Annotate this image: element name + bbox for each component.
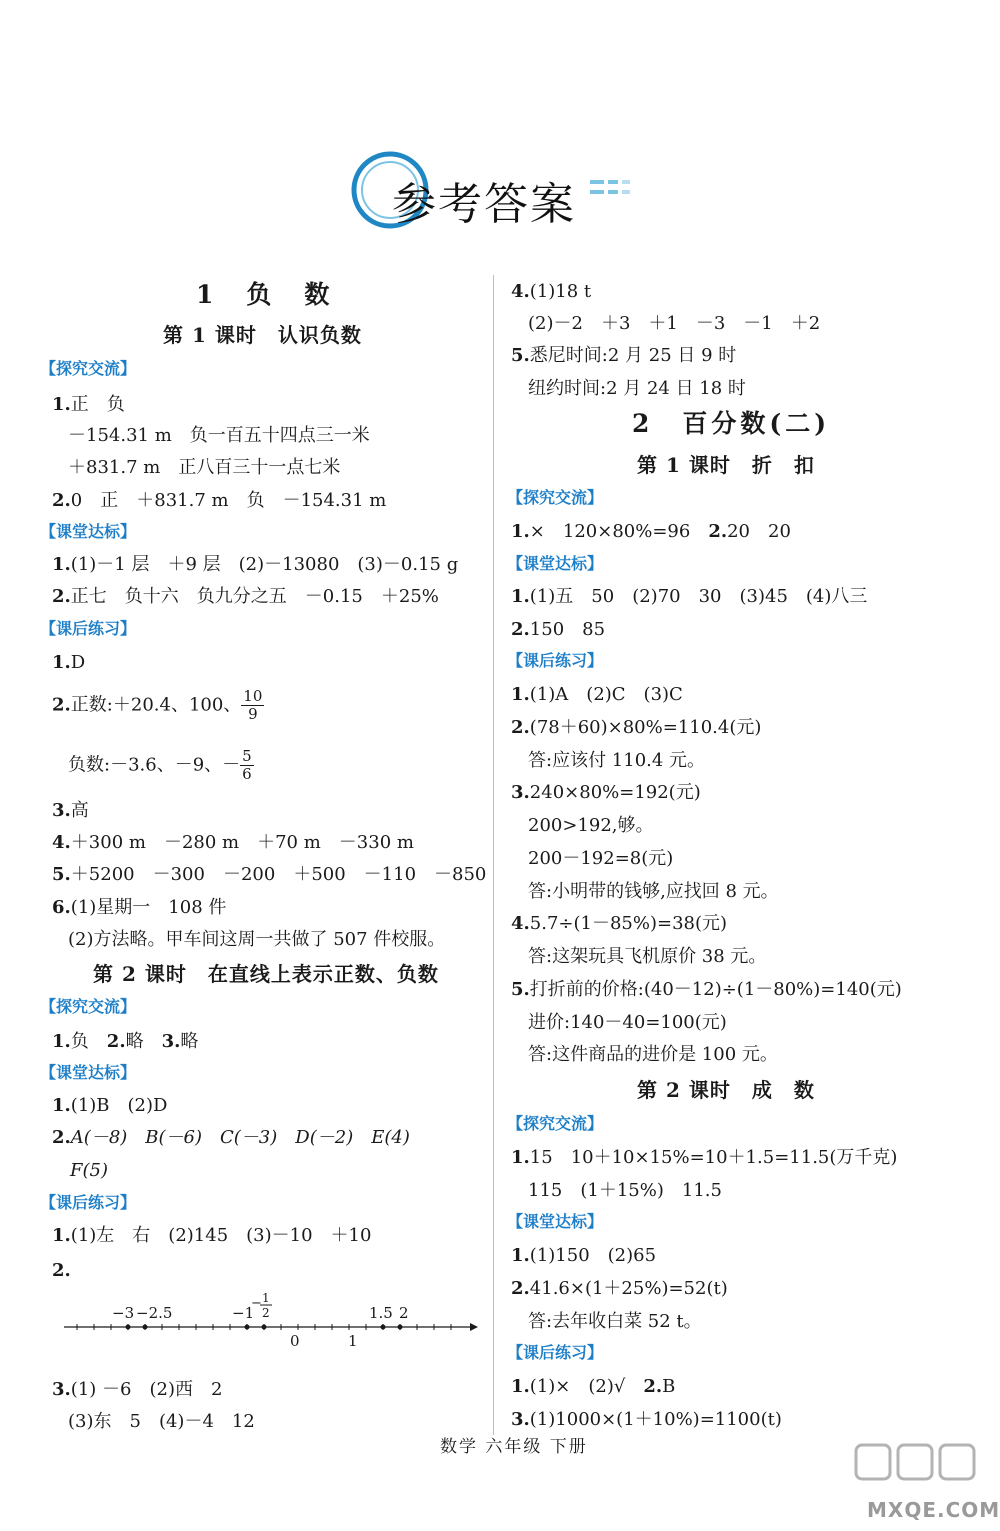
svg-text:1: 1 <box>262 1291 270 1305</box>
unit-2-name: 百分数(二) <box>682 409 831 438</box>
answer-line: 1.(1)B (2)D <box>52 1095 168 1116</box>
answer-line: 4.5.7÷(1－85%)=38(元) <box>511 913 728 934</box>
answer-line: 2.0 正 ＋831.7 m 负 －154.31 m <box>52 490 387 511</box>
svg-text:−: − <box>251 1296 262 1311</box>
section-tag-explore: 【探究交流】 <box>507 488 604 507</box>
number-line-label: −1 <box>232 1304 255 1322</box>
unit-2-number: 2 <box>632 409 654 438</box>
answer-line: －154.31 m 负一百五十四点三一米 <box>68 425 370 446</box>
number-line-label: −2.5 <box>136 1304 173 1322</box>
point-2 <box>398 1325 403 1330</box>
answer-line: 2.41.6×(1＋25%)=52(t) <box>511 1278 728 1299</box>
answer-line: 3.240×80%=192(元) <box>511 782 701 803</box>
answer-line: 5.＋5200 －300 －200 ＋500 －110 －850 <box>52 864 487 885</box>
point-neg2-5 <box>143 1325 148 1330</box>
number-line-label: 2 <box>399 1304 409 1322</box>
answer-line: (2)－2 ＋3 ＋1 －3 －1 ＋2 <box>528 313 821 334</box>
watermark-text: MXQE.COM <box>867 1498 1000 1522</box>
unit-2-title <box>632 409 831 438</box>
answer-line: 200>192,够。 <box>528 815 654 836</box>
number-line-diagram <box>60 1290 480 1354</box>
unit-1-title <box>196 280 334 309</box>
answer-line: (3)东 5 (4)－4 12 <box>68 1411 255 1432</box>
section-tag-after: 【课后练习】 <box>40 1193 137 1212</box>
answer-line: 2.正数:＋20.4、100、 $\frac{10}{9}$ <box>52 687 263 723</box>
answer-line: 答:这架玩具飞机原价 38 元。 <box>528 946 767 967</box>
answer-line: 115 (1＋15%) 11.5 <box>528 1180 722 1201</box>
page-footer: 数学 六年级 下册 <box>440 1437 588 1457</box>
answer-line: 1.15 10＋10×15%=10＋1.5=11.5(万千克) <box>511 1147 898 1168</box>
answer-line: 5.悉尼时间:2 月 25 日 9 时 <box>511 345 737 366</box>
point-1-5 <box>381 1325 386 1330</box>
fraction: $\frac{10}{9}$ <box>243 687 263 723</box>
number-line-label: 0 <box>290 1332 300 1350</box>
fraction: $\frac{5}{6}$ <box>242 747 252 783</box>
section-tag-class: 【课堂达标】 <box>507 1212 604 1231</box>
point-neg-half <box>262 1325 267 1330</box>
svg-text:2: 2 <box>262 1306 270 1320</box>
section-tag-explore: 【探究交流】 <box>40 997 137 1016</box>
answer-line: 1.(1)A (2)C (3)C <box>511 684 683 705</box>
number-line-label: −3 <box>112 1304 135 1322</box>
section-tag-after: 【课后练习】 <box>507 1343 604 1362</box>
answer-line: 1.负 2.略 3.略 <box>52 1031 199 1052</box>
point-neg3 <box>126 1325 131 1330</box>
number-line-label: 1.5 <box>369 1304 393 1322</box>
section-tag-class: 【课堂达标】 <box>507 554 604 573</box>
section-tag-explore: 【探究交流】 <box>507 1114 604 1133</box>
answer-line: 答:小明带的钱够,应找回 8 元。 <box>528 881 779 902</box>
answer-line: 2. <box>52 1260 71 1281</box>
answer-line: 1.(1)五 50 (2)70 30 (3)45 (4)八三 <box>511 586 868 607</box>
section-tag-class: 【课堂达标】 <box>40 522 137 541</box>
answer-line: 2.正七 负十六 负九分之五 －0.15 ＋25% <box>52 586 439 607</box>
answer-line: 1.× 120×80%=96 2.20 20 <box>511 521 791 542</box>
unit-1-name: 负 数 <box>246 280 334 309</box>
answer-line: 4.＋300 m －280 m ＋70 m －330 m <box>52 832 414 853</box>
answer-line: 答:去年收白菜 52 t。 <box>528 1311 702 1332</box>
answer-line: 答:应该付 110.4 元。 <box>528 750 706 771</box>
lesson-1-title: 第 1 课时 认识负数 <box>163 323 362 347</box>
answer-line: 负数:－3.6、－9、－ $\frac{5}{6}$ <box>68 747 252 783</box>
answer-line: 1.(1)左 右 (2)145 (3)－10 ＋10 <box>52 1225 372 1246</box>
section-tag-class: 【课堂达标】 <box>40 1063 137 1082</box>
answer-line: (2)方法略。甲车间这周一共做了 507 件校服。 <box>68 929 446 950</box>
answer-line: 3.高 <box>52 800 89 821</box>
answer-line: 答:这件商品的进价是 100 元。 <box>528 1044 778 1065</box>
lesson-2-title: 第 2 课时 在直线上表示正数、负数 <box>93 962 439 986</box>
number-line-label: 1 <box>348 1332 358 1350</box>
answer-line: 1.(1)× (2)√ 2.B <box>511 1376 676 1397</box>
lesson-2-title: 第 2 课时 成 数 <box>637 1078 815 1102</box>
answer-line: 2.A(－8) B(－6) C(－3) D(－2) E(4) <box>52 1127 410 1148</box>
section-tag-explore: 【探究交流】 <box>40 359 137 378</box>
answer-line: F(5) <box>70 1160 108 1181</box>
answer-line: 1.正 负 <box>52 394 125 415</box>
answer-line: 200－192=8(元) <box>528 848 674 869</box>
answer-line: 4.(1)18 t <box>511 281 592 302</box>
lesson-1-title: 第 1 课时 折 扣 <box>637 453 815 477</box>
answer-line: 2.150 85 <box>511 619 606 640</box>
answer-line: 5.打折前的价格:(40－12)÷(1－80%)=140(元) <box>511 979 902 1000</box>
section-tag-after: 【课后练习】 <box>507 651 604 670</box>
section-tag-after: 【课后练习】 <box>40 619 137 638</box>
point-neg1 <box>245 1325 250 1330</box>
answer-line: 1.D <box>52 652 86 673</box>
unit-1-number: 1 <box>196 280 218 309</box>
answer-line: 进价:140－40=100(元) <box>528 1012 727 1033</box>
answer-line: 1.(1)150 (2)65 <box>511 1245 657 1266</box>
answer-line: 纽约时间:2 月 24 日 18 时 <box>528 378 746 399</box>
answer-line: 1.(1)－1 层 ＋9 层 (2)－13080 (3)－0.15 g <box>52 554 459 575</box>
answer-line: ＋831.7 m 正八百三十一点七米 <box>68 457 341 478</box>
answer-line: 6.(1)星期一 108 件 <box>52 897 227 918</box>
page-title: 参考答案 <box>392 179 576 230</box>
answer-line: 3.(1)1000×(1＋10%)=1100(t) <box>511 1409 782 1430</box>
column-divider <box>493 275 494 1435</box>
answer-line: 2.(78＋60)×80%=110.4(元) <box>511 717 762 738</box>
answer-line: 3.(1) －6 (2)西 2 <box>52 1379 223 1400</box>
